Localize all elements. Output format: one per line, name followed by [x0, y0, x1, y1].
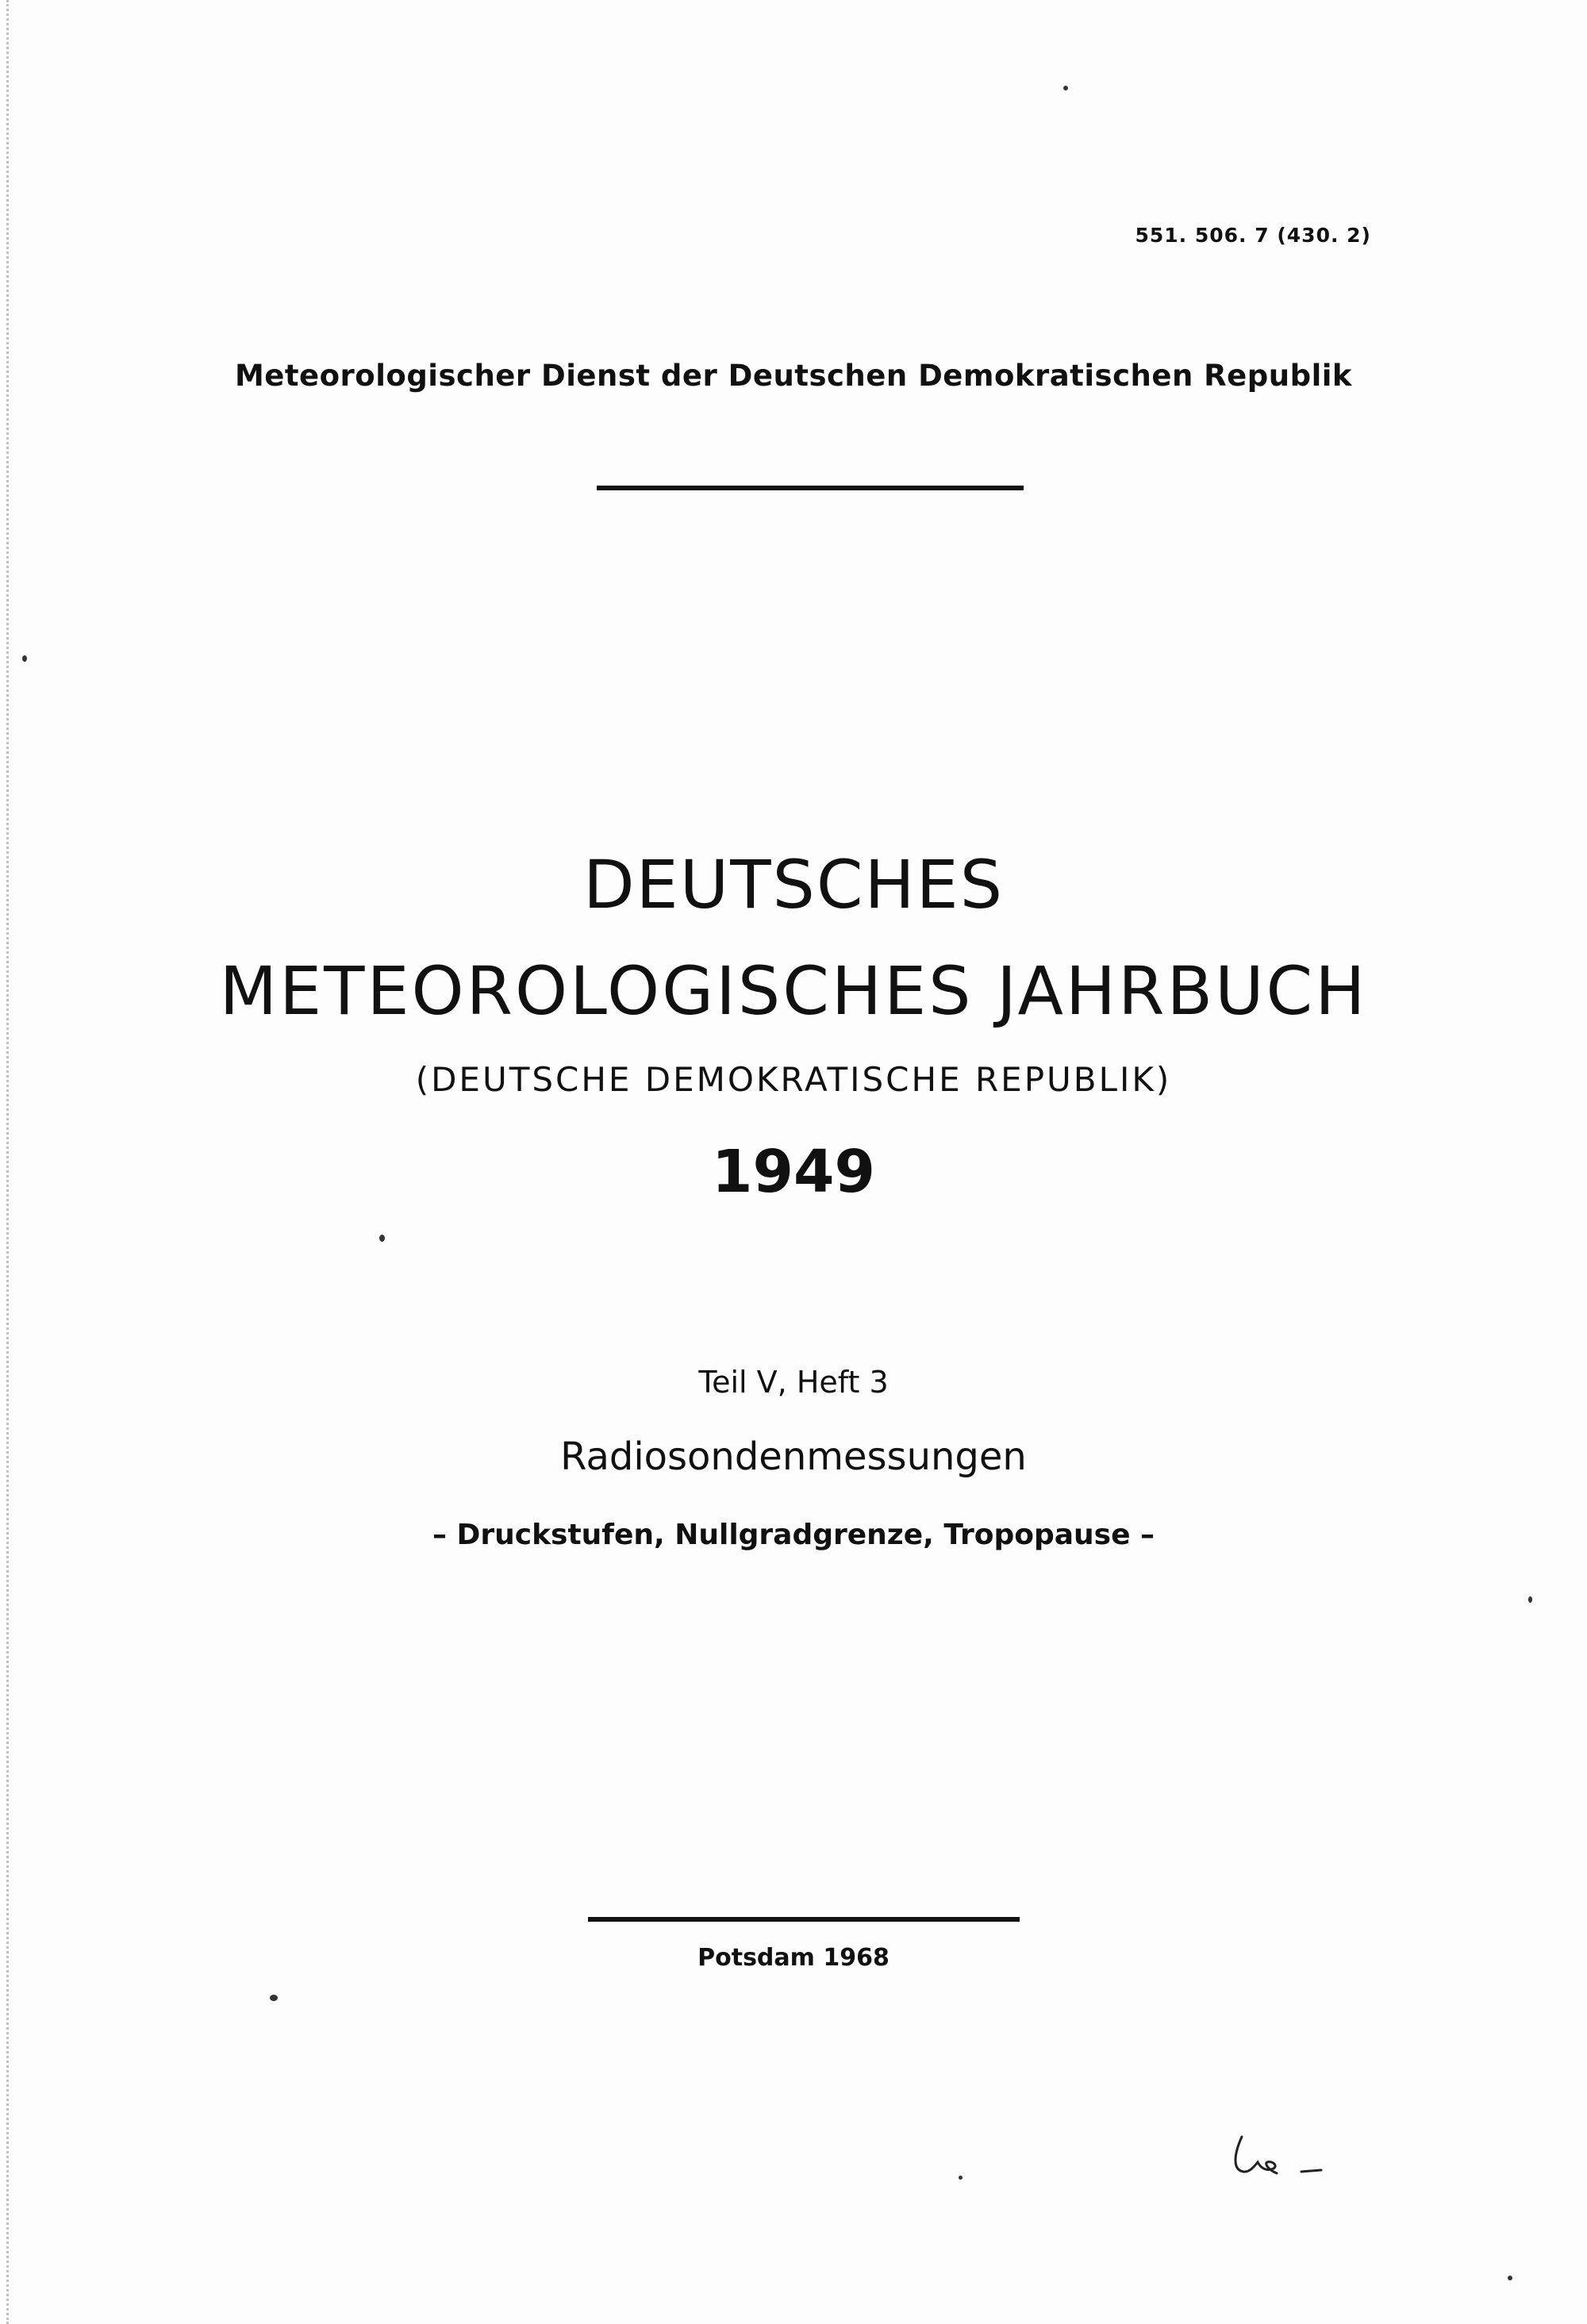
publication-place-year: Potsdam 1968 — [697, 1944, 890, 1972]
paper-speck — [1508, 2276, 1512, 2280]
paper-speck — [1063, 86, 1068, 90]
publisher-line: Meteorologischer Dienst der Deutschen Demokratischen Republik — [234, 359, 1353, 393]
topic-heading: Radiosondenmessungen — [560, 1435, 1027, 1479]
title-line-1: DEUTSCHES — [582, 846, 1005, 924]
bottom-divider — [588, 1917, 1020, 1922]
topic-detail: – Druckstufen, Nullgradgrenze, Tropopause – — [432, 1519, 1155, 1551]
top-divider — [597, 486, 1024, 490]
handwritten-initials — [1226, 2122, 1337, 2186]
title-year: 1949 — [712, 1138, 875, 1206]
title-subtitle: (DEUTSCHE DEMOKRATISCHE REPUBLIK) — [415, 1060, 1172, 1099]
title-line-2: METEOROLOGISCHES JAHRBUCH — [219, 952, 1368, 1030]
paper-speck — [959, 2176, 963, 2180]
paper-speck — [379, 1235, 385, 1242]
part-heading: Teil V, Heft 3 — [698, 1365, 889, 1400]
paper-speck — [22, 655, 27, 662]
classification-code: 551. 506. 7 (430. 2) — [1135, 224, 1371, 247]
paper-speck — [270, 1995, 278, 2001]
paper-speck — [1528, 1596, 1532, 1603]
